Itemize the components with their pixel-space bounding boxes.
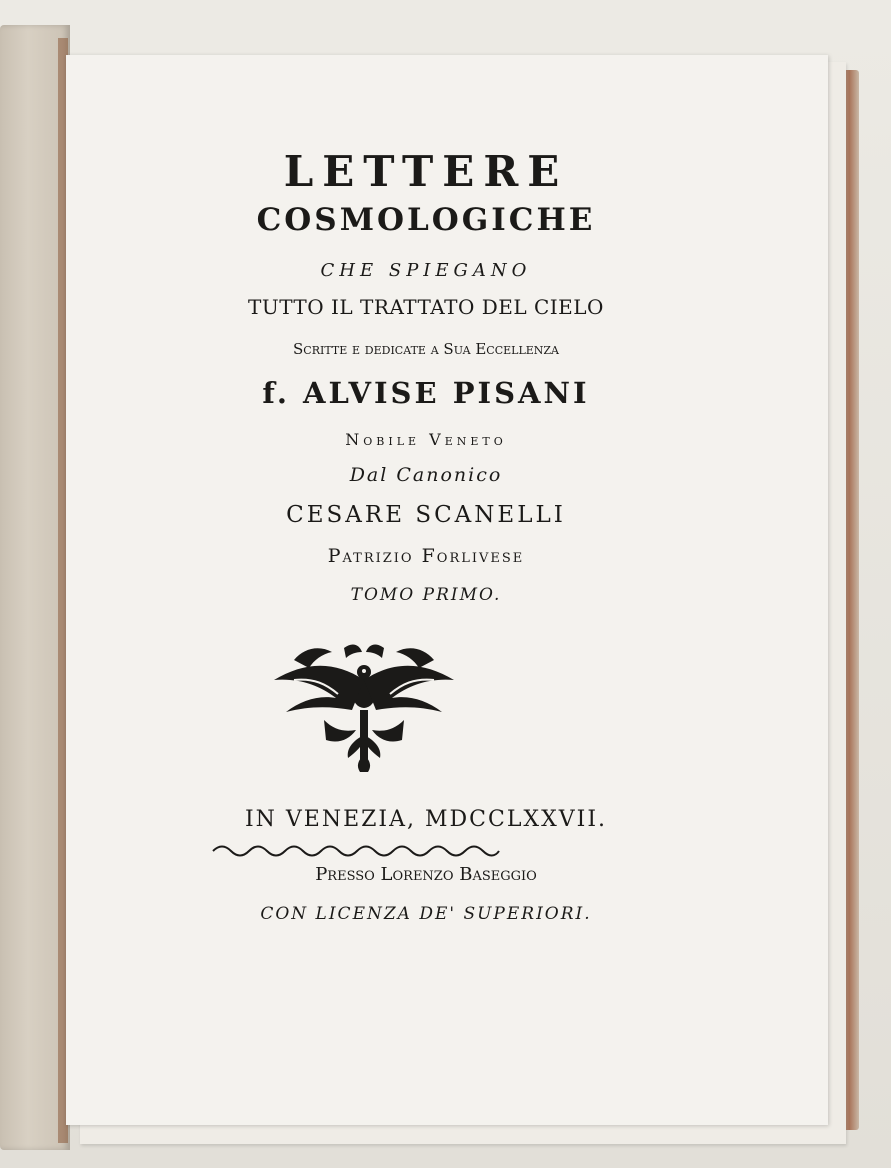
subtitle-line-1: CHE SPIEGANO — [320, 260, 532, 281]
by-line: Dal Canonico — [349, 464, 503, 486]
title-line-2: COSMOLOGICHE — [256, 202, 596, 238]
imprint-place-date: IN VENEZIA, MDCCLXXVII. — [244, 807, 608, 832]
subtitle-line-2: TUTTO IL TRATTATO DEL CIELO — [248, 295, 604, 319]
volume-label: TOMO PRIMO. — [350, 585, 502, 605]
dedicatee-title: Nobile Veneto — [345, 430, 507, 449]
decorative-rule — [211, 845, 501, 857]
author-name: CESARE SCANELLI — [286, 502, 566, 528]
floral-eagle-vignette-icon — [264, 640, 464, 772]
printer-line: Presso Lorenzo Baseggio — [315, 864, 537, 885]
dedicatee-name: f. ALVISE PISANI — [262, 376, 590, 410]
dedication-line: Scritte e dedicate a Sua Eccellenza — [293, 340, 559, 358]
title-line-1: LETTERE — [283, 147, 569, 196]
author-title: Patrizio Forlivese — [327, 545, 525, 567]
title-page — [66, 55, 828, 1125]
license-line: CON LICENZA DE' SUPERIORI. — [260, 904, 592, 924]
